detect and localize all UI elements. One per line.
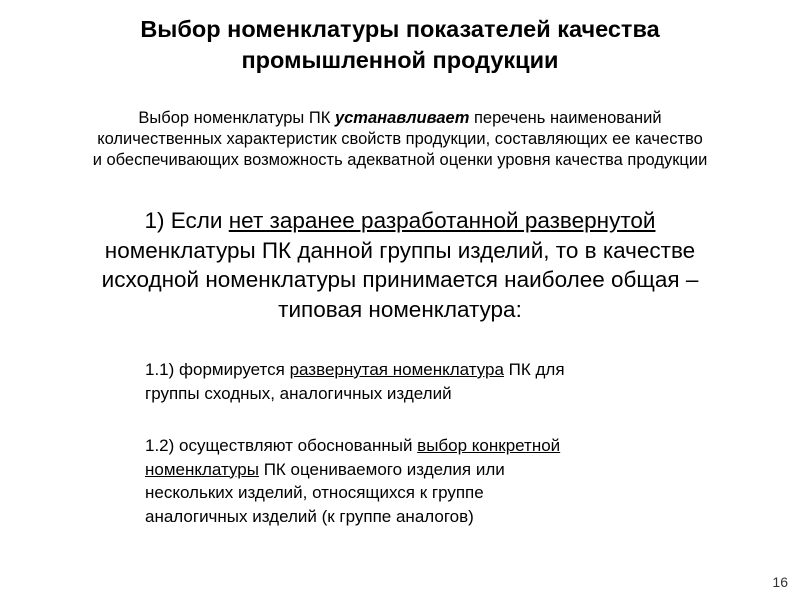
intro-text: перечень наименований <box>469 109 662 127</box>
intro-line <box>10 108 790 129</box>
sub-point-underlined-text: выбор конкретной <box>417 436 561 455</box>
point-1-line <box>20 206 780 236</box>
sub-point-1-1 <box>145 358 745 405</box>
point-1-line: номенклатуры ПК данной группы изделий, то в качестве <box>104 237 696 263</box>
sub-point-line <box>145 458 745 482</box>
page-number: 16 <box>772 574 788 590</box>
sub-point-text: 1.2) осуществляют обоснованный <box>145 436 418 455</box>
sub-point-line <box>145 434 745 458</box>
point-1 <box>20 206 780 324</box>
slide-title-line: Выбор номенклатуры показателей качества <box>140 16 660 42</box>
intro-line: количественных характеристик свойств продукции, составляющих ее качество <box>97 130 703 148</box>
sub-point-1-2 <box>145 434 745 528</box>
sub-point-text: ПК оцениваемого изделия или <box>258 459 505 479</box>
point-1-line: исходной номенклатуры принимается наиболее общая – <box>101 267 699 292</box>
sub-point-underlined-text: номенклатуры <box>145 459 259 479</box>
point-1-text: 1) Если <box>144 208 229 233</box>
sub-point-text: ПК для <box>503 360 565 379</box>
point-1-underlined-text: нет заранее разработанной развернутой <box>228 208 656 233</box>
sub-point-line <box>145 358 745 382</box>
intro-paragraph <box>10 108 790 171</box>
slide-title-line: промышленной продукции <box>241 47 559 73</box>
slide-title <box>20 14 780 76</box>
sub-point-underlined-text: развернутая номенклатура <box>289 360 504 379</box>
intro-emphasis: устанавливает <box>334 109 470 127</box>
point-1-line: типовая номенклатура: <box>278 296 522 322</box>
intro-line: и обеспечивающих возможность адекватной оценки уровня качества продукции <box>92 151 708 169</box>
sub-point-line: нескольких изделий, относящихся к группе <box>145 483 484 502</box>
sub-point-line: группы сходных, аналогичных изделий <box>145 383 452 403</box>
sub-point-text: 1.1) формируется <box>145 360 290 379</box>
sub-point-line: аналогичных изделий (к группе аналогов) <box>145 506 474 526</box>
intro-text: Выбор номенклатуры ПК <box>138 109 335 127</box>
